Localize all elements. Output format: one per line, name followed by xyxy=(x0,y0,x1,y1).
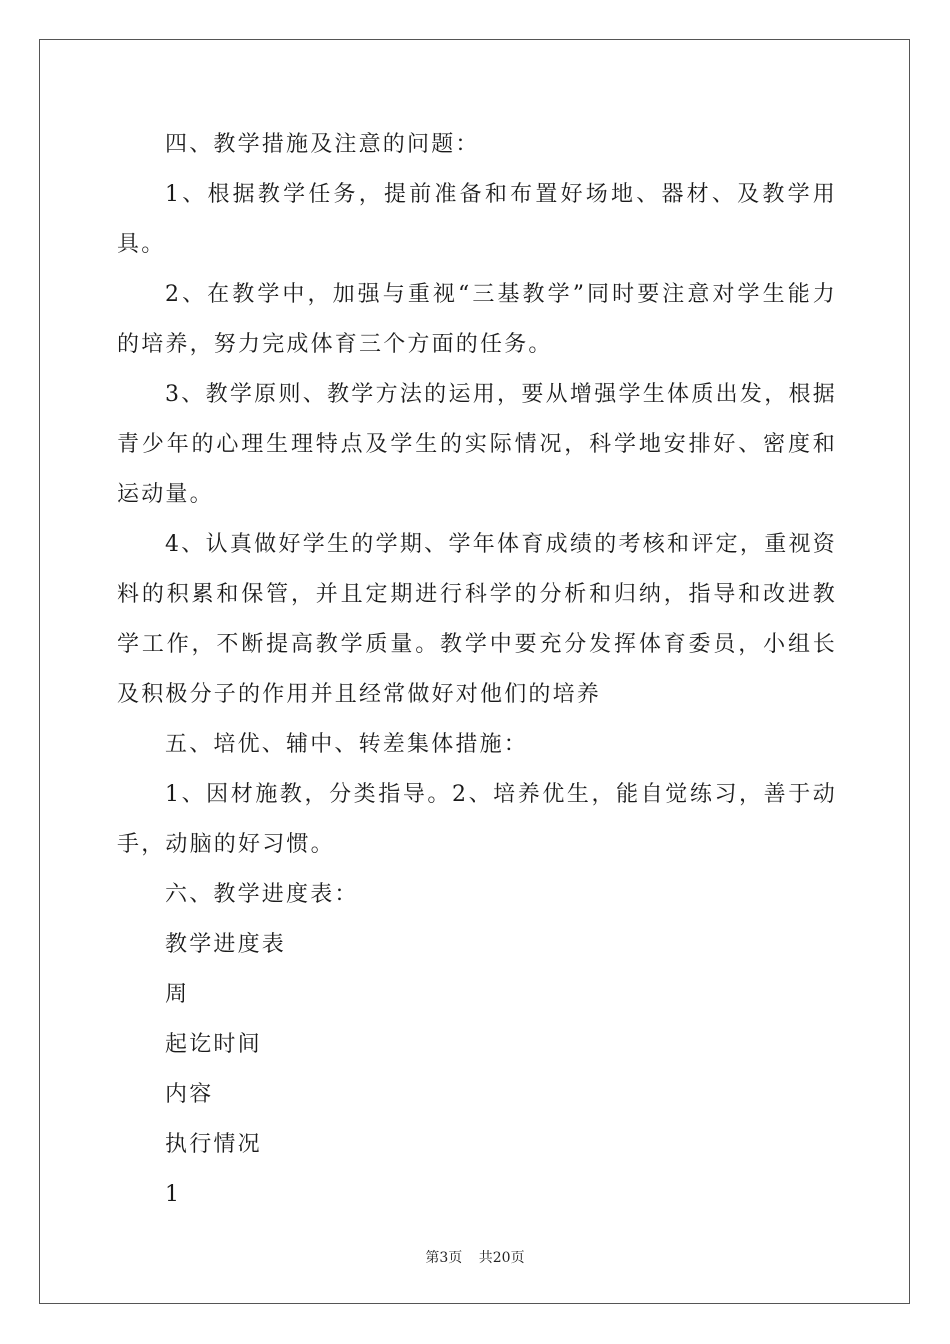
page-number: 第3页 xyxy=(425,1250,463,1266)
paragraph-tiered-items: 1、因材施教，分类指导。2、培养优生，能自觉练习，善于动手，动脑的好习惯。 xyxy=(117,782,837,857)
document-body xyxy=(117,120,837,1220)
schedule-title: 教学进度表 xyxy=(165,932,287,957)
schedule-col-status: 执行情况 xyxy=(165,1132,262,1157)
paragraph-item-4: 4、认真做好学生的学期、学年体育成绩的考核和评定，重视资料的积累和保管，并且定期进行科学的分析和归纳，指导和改进教学工作，不断提高教学质量。教学中要充分发挥体育委员，小组长及积极分子的作用并且经常做好对他们的培养 xyxy=(117,532,837,707)
schedule-row-number: 1 xyxy=(165,1182,182,1207)
paragraph-item-3: 3、教学原则、教学方法的运用，要从增强学生体质出发，根据青少年的心理生理特点及学生的实际情况，科学地安排好、密度和运动量。 xyxy=(117,382,837,507)
schedule-col-week: 周 xyxy=(165,982,190,1007)
paragraph-item-2: 2、在教学中，加强与重视“三基教学”同时要注意对学生能力的培养，努力完成体育三个方面的任务。 xyxy=(117,282,837,357)
heading-tiered-measures: 五、培优、辅中、转差集体措施： xyxy=(165,732,529,757)
paragraph-item-1: 1、根据教学任务，提前准备和布置好场地、器材、及教学用具。 xyxy=(117,182,837,257)
schedule-col-content: 内容 xyxy=(165,1082,214,1107)
heading-measures: 四、教学措施及注意的问题： xyxy=(165,132,480,157)
schedule-col-dates: 起讫时间 xyxy=(165,1032,262,1057)
heading-schedule: 六、教学进度表： xyxy=(165,882,359,907)
page-footer xyxy=(0,1247,950,1267)
page-total: 共20页 xyxy=(478,1250,525,1266)
